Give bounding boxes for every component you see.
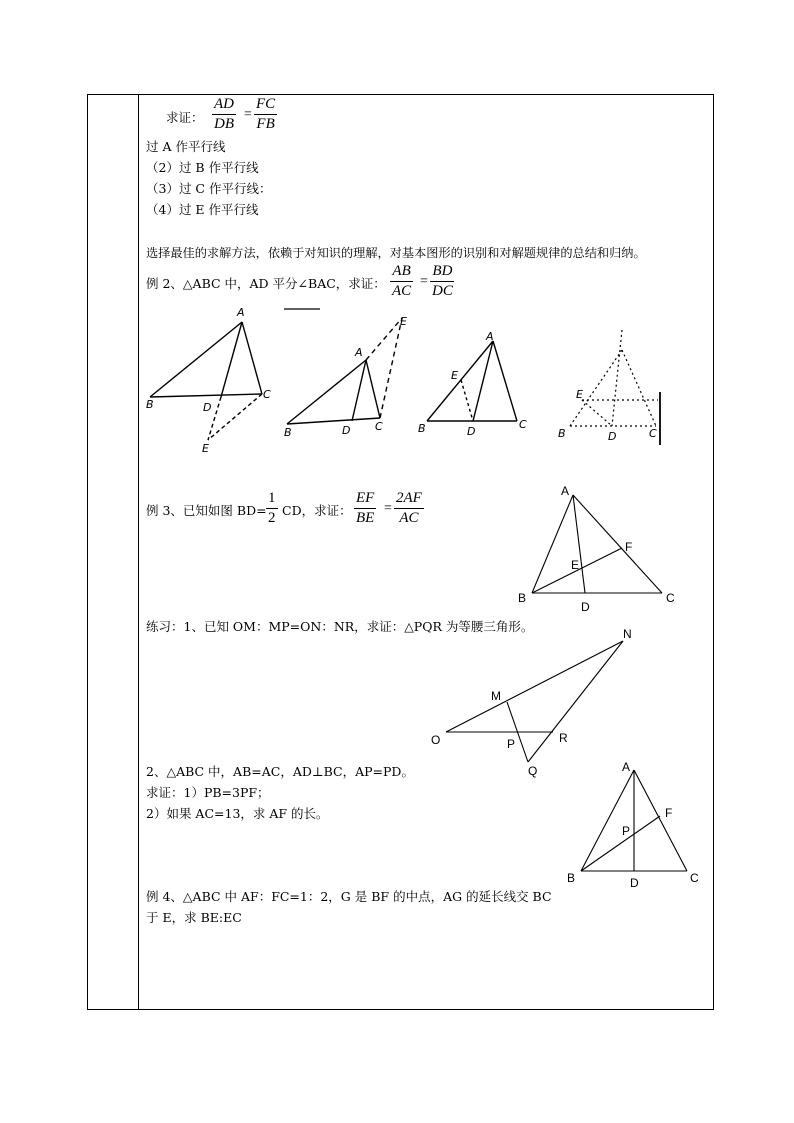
sketch1-label-e: E: [202, 442, 209, 455]
ex1-label-r: R: [559, 731, 568, 745]
sketch2-label-a: A: [355, 346, 363, 359]
ex3-label-b: B: [518, 591, 527, 605]
ex1-label-q: Q: [528, 764, 538, 778]
exercise2-line1: 2、△ABC 中，AB=AC，AD⊥BC，AP=PD。: [146, 764, 414, 779]
example2-lhs-den: AC: [392, 283, 412, 299]
sketch1-label-b: B: [146, 398, 154, 411]
ex2-label-f: F: [665, 806, 673, 820]
proof-lhs-den: DB: [214, 116, 234, 132]
sketch2-label-c: C: [375, 420, 383, 433]
ex3-label-f: F: [625, 540, 633, 554]
sketch3-label-e: E: [451, 369, 458, 382]
proof-lhs-num: AD: [212, 96, 236, 115]
example3-rhs-den: AC: [399, 510, 419, 526]
method-line-2: （2）过 B 作平行线: [146, 160, 259, 175]
example2-rhs-num: BD: [430, 263, 454, 282]
ex2-label-p: P: [622, 824, 631, 838]
proof-equals: =: [244, 107, 252, 122]
exercise2-line2: 求证：1）PB=3PF；: [146, 785, 270, 800]
example2-rhs-den: DC: [432, 283, 453, 299]
sketch3-label-d: D: [467, 425, 476, 438]
example2-text: 例 2、△ABC 中，AD 平分∠BAC，求证：: [146, 276, 386, 291]
sketch4-label-e: E: [576, 388, 583, 401]
example2-equals: =: [420, 274, 428, 289]
ex3-label-e: E: [571, 558, 580, 572]
example3-half-num: 1: [266, 490, 278, 509]
sketch4-label-b: B: [558, 427, 566, 440]
example3-lhs-den: BE: [356, 510, 375, 526]
example3-text-part1: 例 3、已知如图 BD=: [146, 503, 267, 518]
example4-line1: 例 4、△ABC 中 AF：FC=1：2，G 是 BF 的中点，AG 的延长线交 BC: [146, 889, 552, 904]
example3-equals: =: [384, 501, 392, 516]
method-line-3: （3）过 C 作平行线：: [146, 181, 272, 196]
example3-text-part2: CD，求证：: [282, 503, 352, 518]
ex1-label-o: O: [431, 733, 441, 747]
sketch3-label-a: A: [486, 330, 494, 343]
sketch2-label-d: D: [342, 424, 351, 437]
sketch1-label-a: A: [237, 306, 245, 319]
exercise1-text: 练习：1、已知 OM：MP=ON：NR，求证：△PQR 为等腰三角形。: [146, 619, 534, 634]
ex1-label-m: M: [491, 689, 501, 703]
example4-line2: 于 E，求 BE:EC: [146, 910, 242, 925]
ex1-label-p: P: [507, 737, 516, 751]
proof-prefix: 求证：: [166, 110, 204, 125]
sketch4-label-c: C: [649, 427, 657, 440]
proof-rhs-num: FC: [254, 96, 277, 115]
sketch3-label-b: B: [418, 422, 426, 435]
example3-rhs-num: 2AF: [394, 490, 424, 509]
sketch1-label-c: C: [263, 388, 271, 401]
example3-lhs-num: EF: [354, 490, 376, 509]
sketch1-label-d: D: [203, 401, 212, 414]
method-line-1: 过 A 作平行线: [146, 139, 226, 154]
ex2-label-c: C: [690, 871, 699, 885]
example3-half-den: 2: [268, 510, 276, 526]
ex1-label-n: N: [623, 627, 632, 641]
ex3-label-a: A: [561, 484, 570, 498]
ex2-label-d: D: [630, 876, 639, 890]
ex2-label-a: A: [622, 760, 631, 774]
sketch4-label-d: D: [608, 430, 617, 443]
sketch2-label-b: B: [284, 426, 292, 439]
sketch2-label-e: E: [400, 315, 407, 328]
exercise2-line3: 2）如果 AC=13，求 AF 的长。: [146, 806, 329, 821]
sketch3-label-c: C: [519, 418, 527, 431]
proof-rhs-den: FB: [256, 116, 275, 132]
ex2-label-b: B: [567, 871, 576, 885]
ex3-label-c: C: [666, 591, 675, 605]
summary-text: 选择最佳的求解方法，依赖于对知识的理解，对基本图形的识别和对解题规律的总结和归纳。: [146, 246, 646, 260]
method-line-4: （4）过 E 作平行线: [146, 202, 259, 217]
ex3-label-d: D: [581, 600, 590, 614]
example2-lhs-num: AB: [390, 263, 412, 282]
